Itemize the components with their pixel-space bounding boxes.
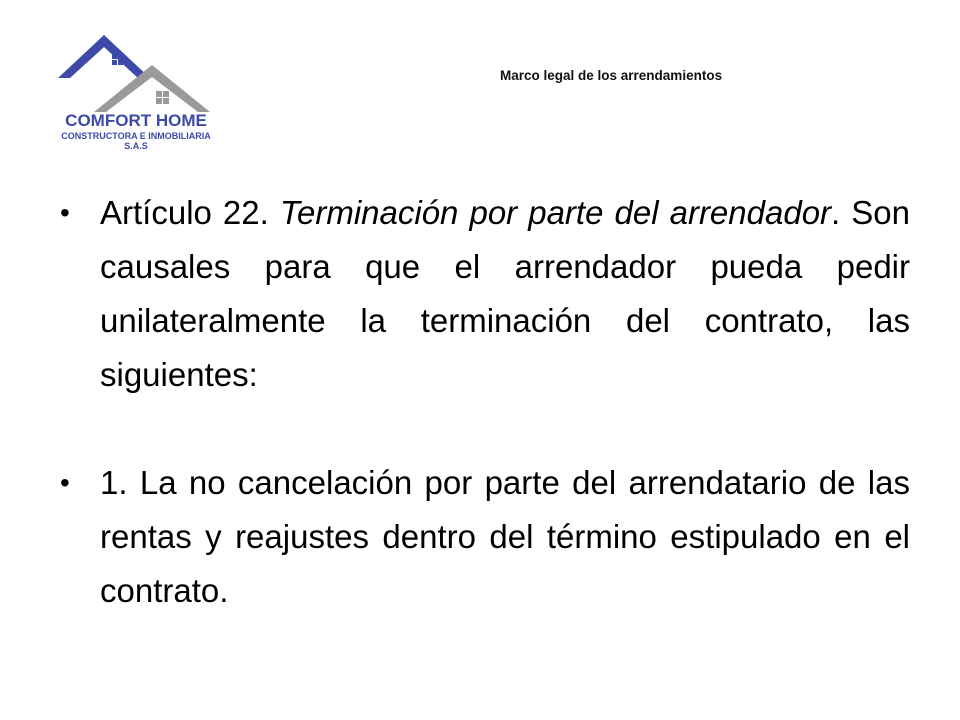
- bullet-rest: . Son causales para que el arrendador pueda pedir unilateralmente la terminación del contrato, las siguientes:: [100, 194, 910, 393]
- bullet-item-article-22: [60, 186, 910, 402]
- logo-suffix: S.A.S: [124, 141, 148, 151]
- bullet-italic-heading: Terminación por parte del arrendador: [279, 194, 832, 231]
- logo-name: COMFORT HOME: [65, 111, 207, 130]
- bullet-dot: •: [60, 467, 70, 498]
- bullet-dot: •: [60, 197, 70, 228]
- bullet-text: 1. La no cancelación por parte del arrendatario de las rentas y reajustes dentro del término estipulado en el contrato.: [100, 464, 910, 609]
- bullet-item-cause-1: [60, 456, 910, 618]
- company-logo: [50, 32, 222, 158]
- logo-subtitle: CONSTRUCTORA E INMOBILIARIA: [61, 131, 211, 141]
- bullet-prefix: Artículo 22.: [100, 194, 280, 231]
- bullet-list: [60, 186, 910, 618]
- house-logo-icon: [50, 32, 222, 116]
- page-title: Marco legal de los arrendamientos: [500, 68, 723, 83]
